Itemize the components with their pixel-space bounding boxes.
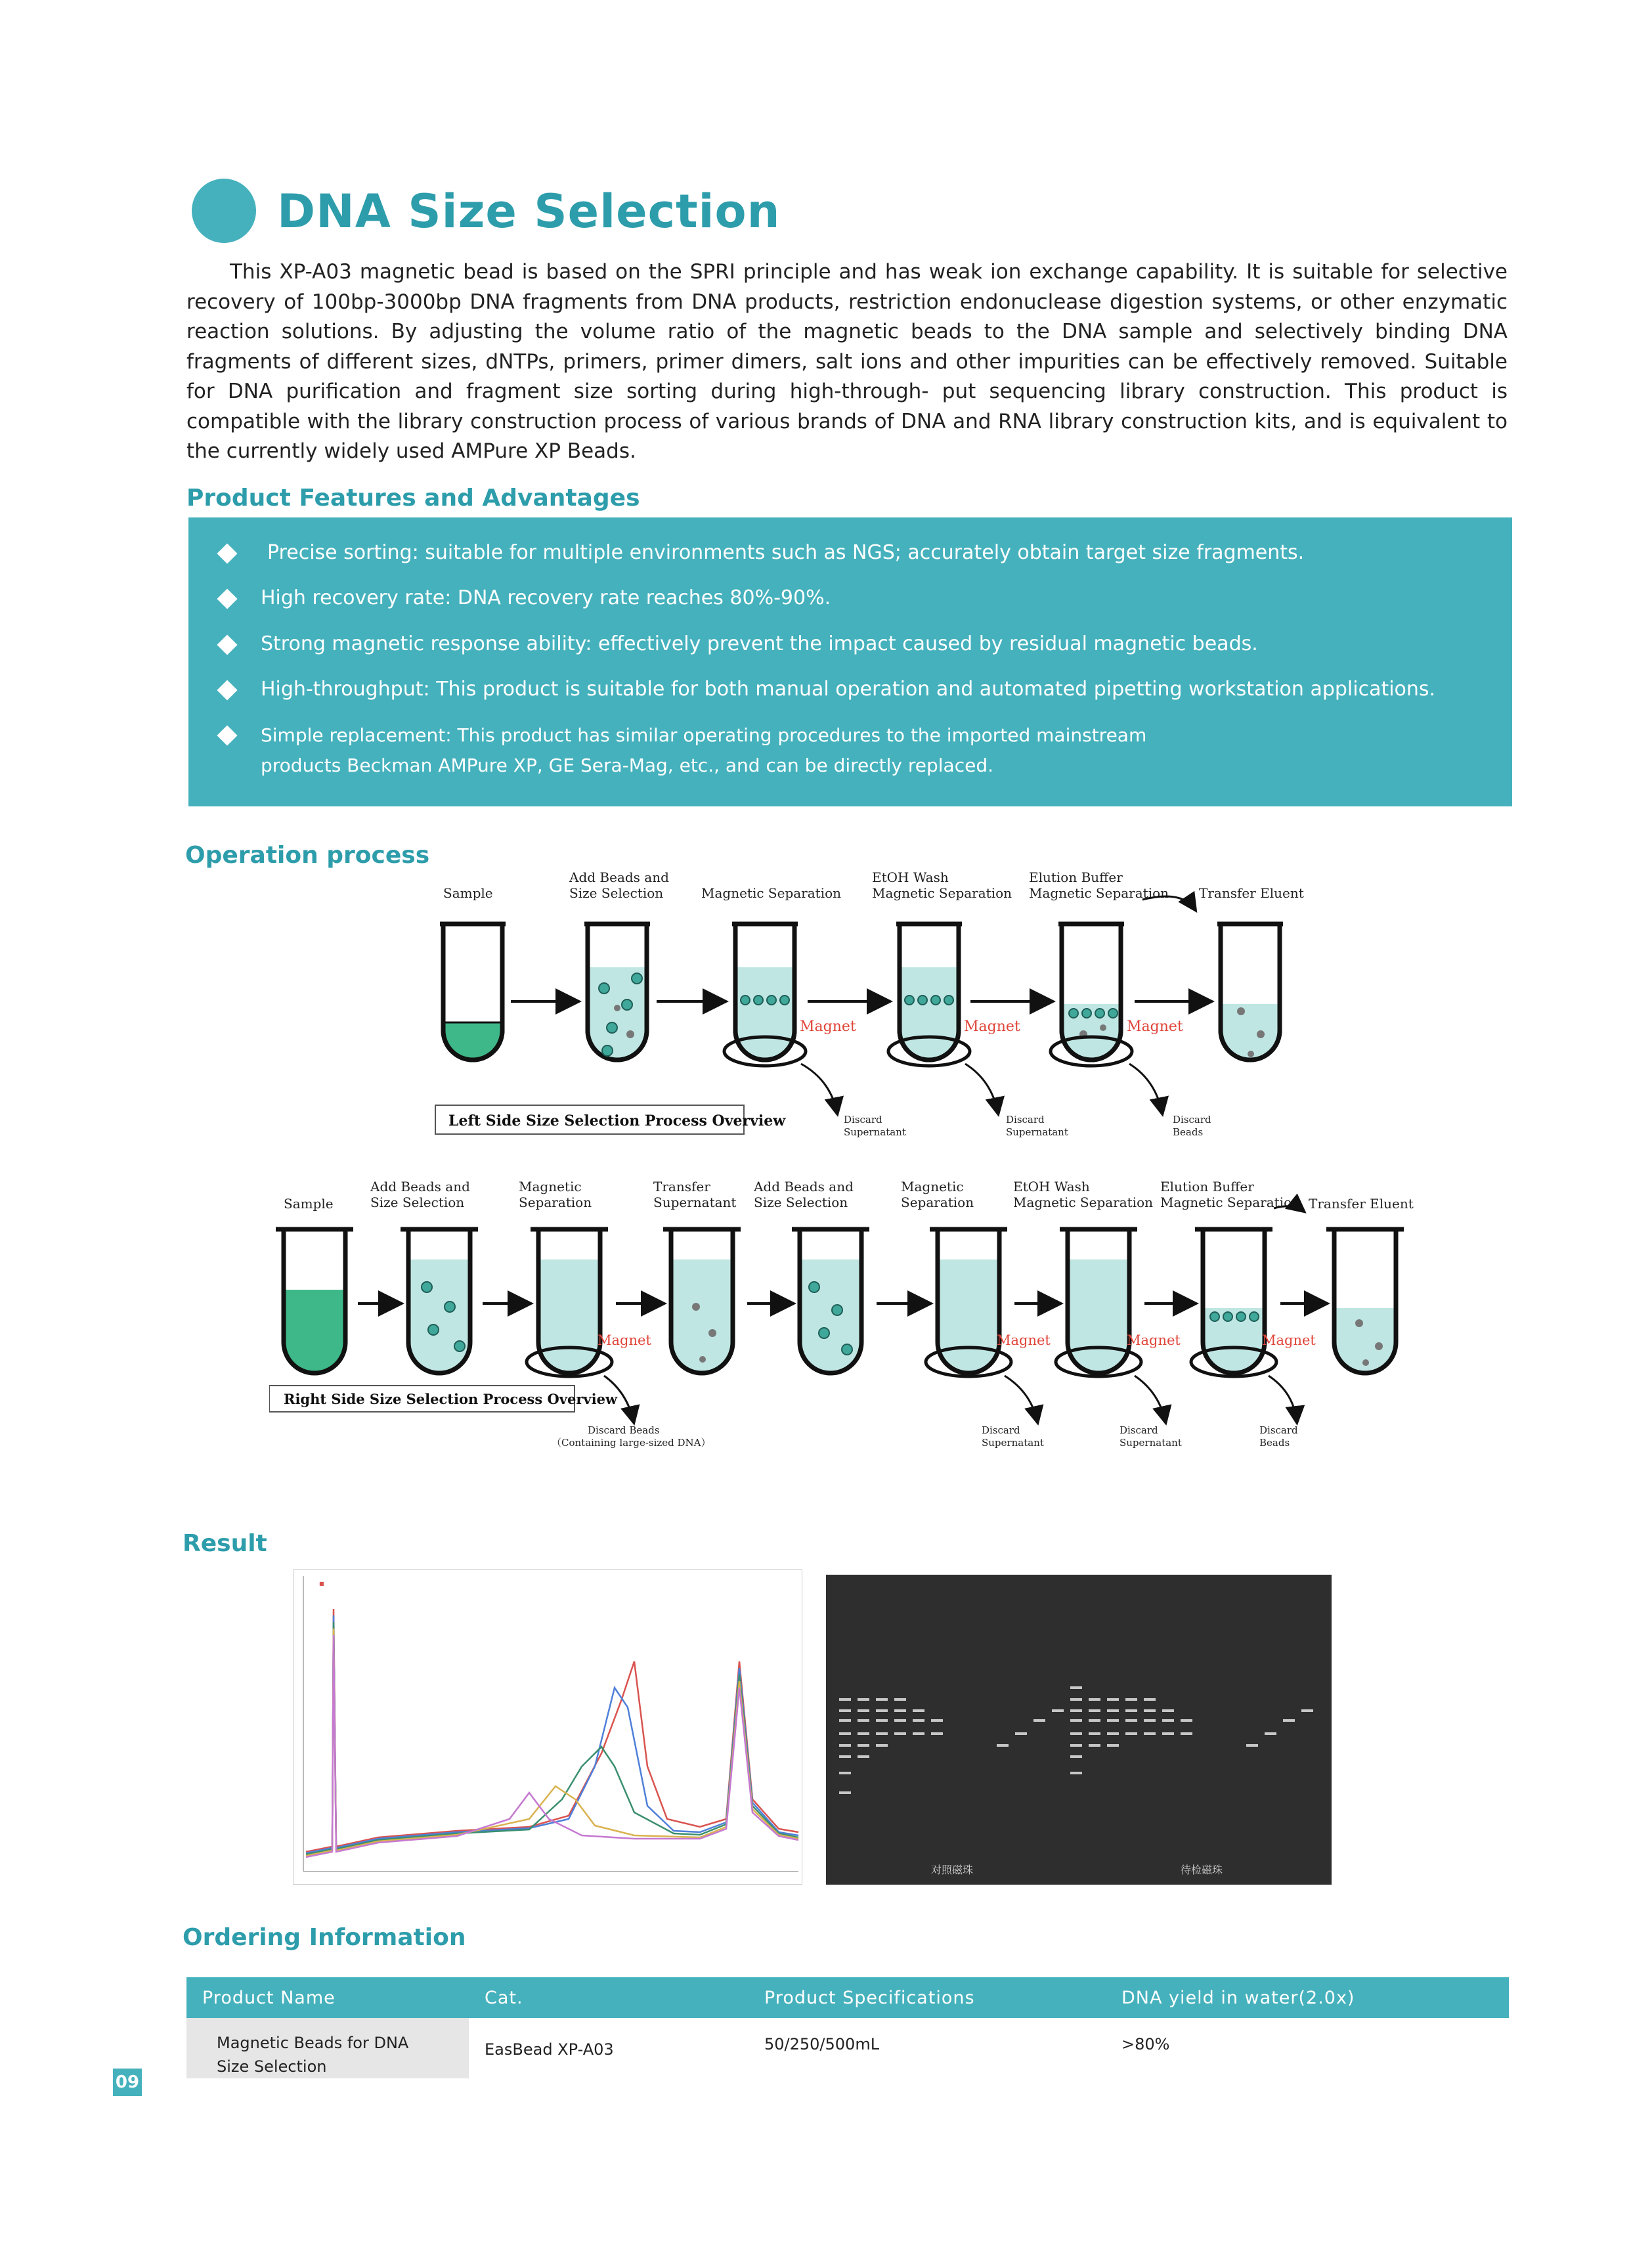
svg-text:Elution Buffer: Elution Buffer bbox=[1160, 1179, 1254, 1194]
page-title: DNA Size Selection bbox=[277, 185, 781, 238]
svg-text:Supernatant: Supernatant bbox=[982, 1437, 1044, 1449]
step-label: EtOH Wash bbox=[872, 869, 949, 885]
yield-cell: >80% bbox=[1121, 2035, 1170, 2053]
ordering-heading: Ordering Information bbox=[183, 1924, 466, 1951]
svg-text:■: ■ bbox=[319, 1581, 324, 1587]
svg-text:Transfer Eluent: Transfer Eluent bbox=[1309, 1196, 1414, 1212]
diamond-bullet-icon bbox=[217, 725, 237, 745]
table-header-cell: Product Specifications bbox=[749, 1977, 1106, 2018]
magnet-label: Magnet bbox=[1127, 1332, 1181, 1348]
step-label: Size Selection bbox=[569, 885, 664, 901]
features-panel bbox=[188, 517, 1512, 806]
step-label: Magnetic Separation bbox=[872, 885, 1012, 901]
feature-item: Simple replacement: This product has similar operating procedures to the imported mainstream products Beckman AMPure XP, GE Sera-Mag, etc., and can be directly replaced. bbox=[220, 724, 1146, 781]
electropherogram-chart bbox=[293, 1569, 802, 1885]
svg-text:Separation: Separation bbox=[901, 1194, 974, 1210]
step-label: Transfer Eluent bbox=[1199, 885, 1304, 901]
magnet-label: Magnet bbox=[964, 1019, 1020, 1035]
step-label: Add Beads and bbox=[569, 869, 669, 885]
svg-text:Separation: Separation bbox=[519, 1194, 592, 1210]
test-tube-icons bbox=[276, 1229, 1404, 1374]
feature-item: Strong magnetic response ability: effectively prevent the impact caused by residual magnetic beads. bbox=[220, 634, 1258, 659]
left-side-process-diagram bbox=[250, 864, 1451, 1175]
operation-heading: Operation process bbox=[185, 842, 430, 869]
table-header-cell: DNA yield in water(2.0x) bbox=[1106, 1977, 1509, 2018]
step-label: Sample bbox=[443, 885, 493, 901]
cat-cell: EasBead XP-A03 bbox=[485, 2040, 614, 2059]
svg-text:Size Selection: Size Selection bbox=[754, 1194, 848, 1210]
svg-text:Discard: Discard bbox=[844, 1114, 882, 1126]
svg-text:Discard Beads: Discard Beads bbox=[588, 1424, 660, 1436]
magnet-label: Magnet bbox=[1262, 1332, 1316, 1348]
table-header-cell: Cat. bbox=[469, 1977, 749, 2018]
svg-text:Add Beads and: Add Beads and bbox=[370, 1179, 470, 1194]
svg-text:Discard: Discard bbox=[1119, 1424, 1158, 1436]
svg-text:Magnetic Separation: Magnetic Separation bbox=[1160, 1194, 1301, 1210]
step-label: Magnetic Separation bbox=[701, 885, 842, 901]
svg-text:Magnetic: Magnetic bbox=[901, 1179, 964, 1194]
svg-text:Discard: Discard bbox=[1006, 1114, 1045, 1126]
intro-paragraph: This XP-A03 magnetic bead is based on the SPRI principle and has weak ion exchange capability. It is suitable for selective recovery of 100bp-3000bp DNA fragments from DNA products, restriction endonuclease digestion systems, or other enzymatic reaction solutions. By adjusting the volume ratio of the magnetic beads to the DNA sample and selectively binding DNA fragments of different sizes, dNTPs, primers, primer dimers, salt ions and other impurities can be effectively removed. Suitable for DNA purification and fragment size sorting during high-through- put sequencing library construction. This product is compatible with the library construction process of various brands of DNA and RNA library construction kits, and is equivalent to the currently widely used AMPure XP Beads. bbox=[186, 260, 1508, 463]
title-bullet-icon bbox=[192, 179, 256, 243]
table-header-cell: Product Name bbox=[186, 1977, 469, 2018]
magnet-label: Magnet bbox=[800, 1019, 856, 1035]
table-row bbox=[186, 2018, 1509, 2078]
step-label: Elution Buffer bbox=[1029, 869, 1123, 885]
svg-text:Discard: Discard bbox=[1173, 1114, 1211, 1126]
gel-label: 待检磁珠 bbox=[1181, 1864, 1223, 1876]
svg-text:Discard: Discard bbox=[1259, 1424, 1298, 1436]
diamond-bullet-icon bbox=[217, 543, 237, 563]
svg-text:Magnetic Separation: Magnetic Separation bbox=[1013, 1194, 1154, 1210]
table-header-row bbox=[186, 1977, 1509, 2018]
magnet-label: Magnet bbox=[1127, 1019, 1183, 1035]
spec-cell: 50/250/500mL bbox=[764, 2035, 880, 2053]
diamond-bullet-icon bbox=[217, 588, 237, 609]
magnet-label: Magnet bbox=[598, 1332, 651, 1348]
magnet-label: Magnet bbox=[997, 1332, 1051, 1348]
svg-text:Transfer: Transfer bbox=[653, 1179, 710, 1194]
svg-text:Magnetic: Magnetic bbox=[519, 1179, 582, 1194]
svg-text:Supernatant: Supernatant bbox=[653, 1194, 737, 1210]
svg-text:Discard: Discard bbox=[982, 1424, 1020, 1436]
page-number: 09 bbox=[113, 2069, 142, 2096]
svg-text:Supernatant: Supernatant bbox=[1006, 1126, 1068, 1138]
svg-text:Beads: Beads bbox=[1173, 1126, 1204, 1138]
feature-item: High recovery rate: DNA recovery rate reaches 80%-90%. bbox=[220, 588, 831, 613]
diamond-bullet-icon bbox=[217, 680, 237, 700]
product-name-cell: Magnetic Beads for DNA Size Selection bbox=[186, 2018, 469, 2078]
right-side-process-diagram bbox=[269, 1169, 1425, 1458]
svg-text:EtOH Wash: EtOH Wash bbox=[1013, 1179, 1090, 1194]
overview-label: Right Side Size Selection Process Overview bbox=[284, 1391, 618, 1407]
svg-text:Supernatant: Supernatant bbox=[1119, 1437, 1182, 1449]
step-label: Magnetic Separation bbox=[1029, 885, 1169, 901]
svg-text:Supernatant: Supernatant bbox=[844, 1126, 906, 1138]
feature-item: High-throughput: This product is suitable for both manual operation and automated pipetting workstation applications. bbox=[220, 679, 1435, 704]
svg-text:Sample: Sample bbox=[284, 1196, 334, 1212]
svg-text:Add Beads and: Add Beads and bbox=[754, 1179, 854, 1194]
gel-label: 对照磁珠 bbox=[931, 1864, 974, 1876]
diamond-bullet-icon bbox=[217, 634, 237, 655]
overview-label: Left Side Size Selection Process Overview bbox=[448, 1112, 786, 1129]
feature-item: Precise sorting: suitable for multiple environments such as NGS; accurately obtain target size fragments. bbox=[220, 542, 1304, 567]
gel-image bbox=[826, 1575, 1332, 1885]
ordering-table bbox=[186, 1977, 1509, 2078]
svg-text:Beads: Beads bbox=[1259, 1437, 1290, 1449]
svg-text:（Containing large-sized DNA）: （Containing large-sized DNA） bbox=[552, 1437, 711, 1449]
result-heading: Result bbox=[183, 1530, 267, 1557]
features-heading: Product Features and Advantages bbox=[186, 485, 640, 512]
svg-text:Size Selection: Size Selection bbox=[370, 1194, 465, 1210]
test-tube-icons bbox=[440, 924, 1283, 1060]
